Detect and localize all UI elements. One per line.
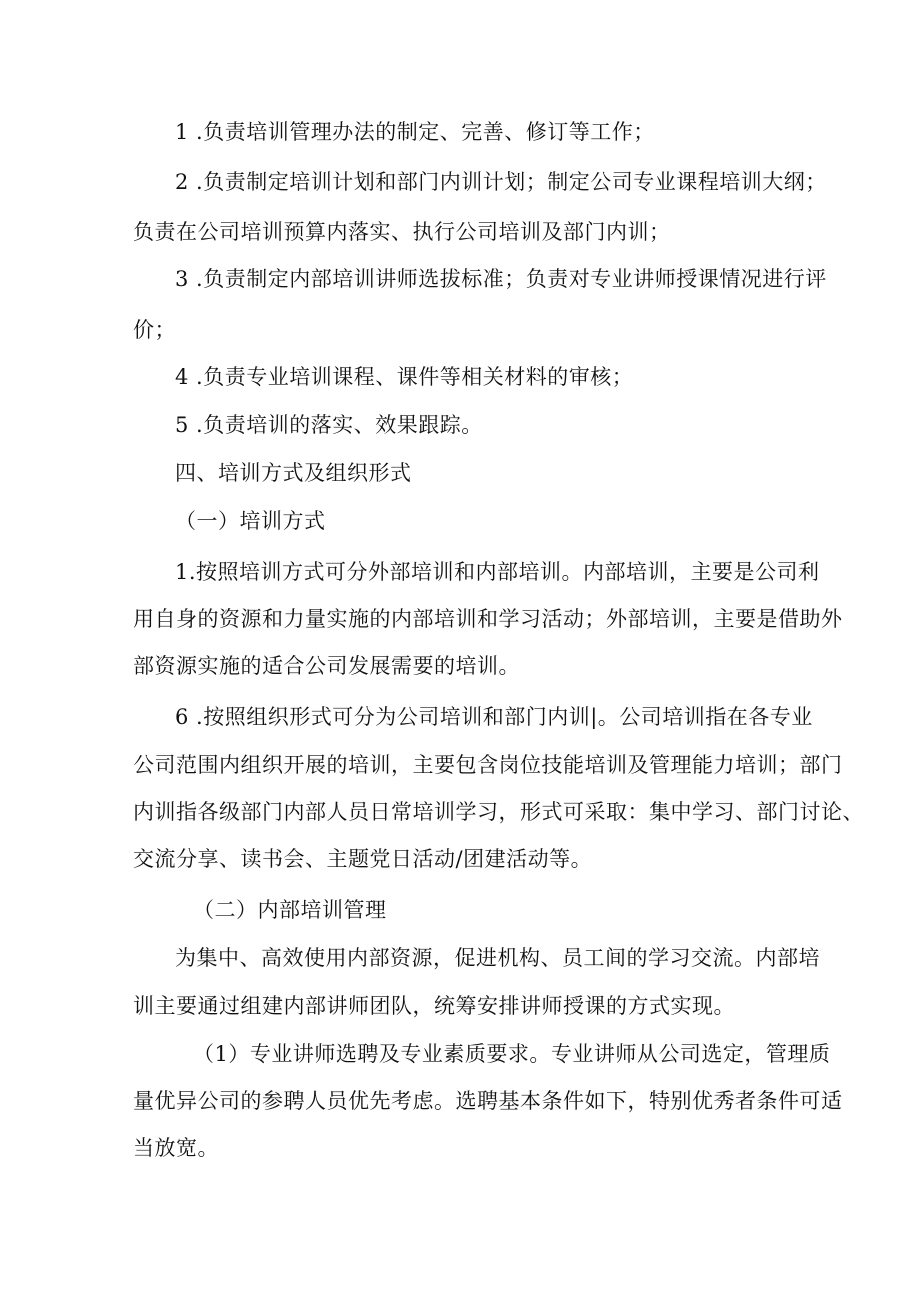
paragraph-org-form-cont-2: 内训指各级部门内部人员日常培训学习，形式可采取：集中学习、部门讨论、 <box>133 800 864 824</box>
subsection-heading-1: （一）培训方式 <box>175 509 326 533</box>
responsibility-item-1: 1 .负责培训管理办法的制定、完善、修订等工作； <box>175 120 655 144</box>
responsibility-item-5: 5 .负责培训的落实、效果跟踪。 <box>175 413 483 437</box>
paragraph-training-method-cont-2: 部资源实施的适合公司发展需要的培训。 <box>133 654 520 678</box>
paragraph-lecturer-selection: （1）专业讲师选聘及专业素质要求。专业讲师从公司选定，管理质 <box>193 1042 831 1066</box>
paragraph-training-method: 1.按照培训方式可分外部培训和内部培训。内部培训，主要是公司利 <box>175 560 820 584</box>
subsection-heading-2: （二）内部培训管理 <box>193 898 387 922</box>
paragraph-lecturer-selection-cont-1: 量优异公司的参聘人员优先考虑。选聘基本条件如下，特别优秀者条件可适 <box>133 1089 843 1113</box>
responsibility-item-4: 4 .负责专业培训课程、课件等相关材料的审核； <box>175 365 634 389</box>
responsibility-item-3-cont: 价； <box>133 318 176 342</box>
responsibility-item-3: 3 .负责制定内部培训讲师选拔标准；负责对专业讲师授课情况进行评 <box>175 267 827 291</box>
paragraph-lecturer-selection-cont-2: 当放宽。 <box>133 1136 219 1160</box>
paragraph-internal-mgmt-cont: 训主要通过组建内部讲师团队，统筹安排讲师授课的方式实现。 <box>133 994 735 1018</box>
responsibility-item-2-cont: 负责在公司培训预算内落实、执行公司培训及部门内训； <box>133 220 671 244</box>
paragraph-org-form-cont-3: 交流分享、读书会、主题党日活动/团建活动等。 <box>133 847 593 871</box>
paragraph-org-form-cont-1: 公司范围内组织开展的培训，主要包含岗位技能培训及管理能力培训；部门 <box>133 753 843 777</box>
paragraph-org-form: 6 .按照组织形式可分为公司培训和部门内训|。公司培训指在各专业 <box>175 705 813 729</box>
responsibility-item-2: 2 .负责制定培训计划和部门内训计划；制定公司专业课程培训大纲； <box>175 170 827 194</box>
section-heading-4: 四、培训方式及组织形式 <box>175 461 412 485</box>
paragraph-training-method-cont-1: 用自身的资源和力量实施的内部培训和学习活动；外部培训，主要是借助外 <box>133 607 843 631</box>
paragraph-internal-mgmt: 为集中、高效使用内部资源，促进机构、员工间的学习交流。内部培 <box>175 946 820 970</box>
